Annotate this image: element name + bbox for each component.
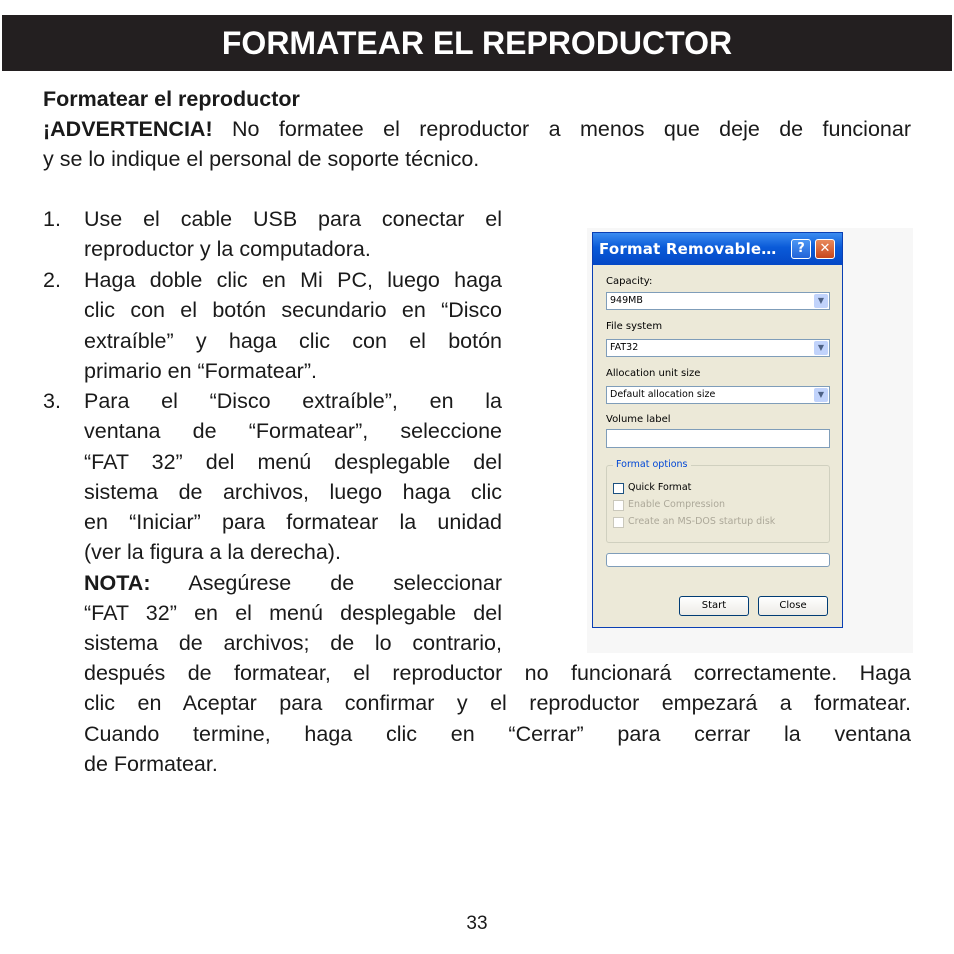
- filesystem-select[interactable]: [606, 339, 830, 357]
- text-line: de Formatear.: [84, 751, 218, 776]
- warning-line-2: y se lo indique el personal de soporte técnico.: [43, 147, 480, 172]
- filesystem-label: File system: [606, 321, 663, 332]
- chevron-down-icon[interactable]: ▼: [814, 388, 828, 402]
- text-line: extraíble” y haga clic con el botón: [84, 328, 502, 353]
- text-line: clic en Aceptar para confirmar y el reproductor empezará a formatear.: [84, 691, 911, 716]
- format-options-label: Format options: [613, 459, 691, 470]
- text-line: (ver la figura a la derecha).: [84, 540, 341, 565]
- capacity-value: 949MB: [610, 295, 643, 306]
- format-dialog: [592, 232, 843, 628]
- allocation-label: Allocation unit size: [606, 368, 701, 379]
- quick-format-label: Quick Format: [628, 482, 692, 493]
- step-number: 1.: [43, 207, 61, 231]
- quick-format-checkbox[interactable]: [613, 483, 624, 494]
- dialog-title: Format Removable…: [599, 240, 777, 258]
- allocation-select[interactable]: [606, 386, 830, 404]
- text-line: “FAT 32” del menú desplegable del: [84, 449, 502, 474]
- text-line: primario en “Formatear”.: [84, 358, 317, 383]
- titlebar-close-button[interactable]: [815, 239, 835, 259]
- page-header: FORMATEAR EL REPRODUCTOR: [2, 15, 952, 71]
- note-line-1: [84, 568, 502, 598]
- start-button[interactable]: Start: [679, 596, 749, 616]
- step-number: 3.: [43, 389, 61, 413]
- format-progress-bar: [606, 553, 830, 567]
- step-number: 2.: [43, 268, 61, 292]
- text-line: después de formatear, el reproductor no funcionará correctamente. Haga: [84, 661, 911, 685]
- text-line: ventana de “Formatear”, seleccione: [84, 419, 502, 444]
- warning-text: No formatee el reproductor a menos que deje de funcionar: [212, 117, 911, 141]
- allocation-value: Default allocation size: [610, 389, 716, 400]
- warning-line-1: [43, 114, 911, 144]
- text-line: clic con el botón secundario en “Disco: [84, 298, 502, 323]
- text-line: sistema de archivos; de lo contrario,: [84, 631, 502, 656]
- warning-paragraph: [43, 114, 911, 175]
- msdos-label: Create an MS-DOS startup disk: [628, 516, 776, 527]
- step-3-text: [84, 386, 502, 659]
- text-line: reproductor y la computadora.: [84, 237, 371, 262]
- text-line: Use el cable USB para conectar el: [84, 207, 502, 231]
- page-number: 33: [466, 913, 488, 934]
- volume-label: Volume label: [606, 414, 671, 425]
- capacity-label: Capacity:: [606, 276, 653, 287]
- chevron-down-icon[interactable]: ▼: [814, 294, 828, 308]
- warning-label: ¡ADVERTENCIA!: [43, 117, 213, 141]
- capacity-select[interactable]: [606, 292, 830, 310]
- msdos-checkbox: [613, 517, 624, 528]
- text-line: Cuando termine, haga clic en “Cerrar” para cerrar la ventana: [84, 721, 911, 746]
- close-button[interactable]: Close: [758, 596, 828, 616]
- filesystem-value: FAT32: [610, 342, 639, 353]
- compression-label: Enable Compression: [628, 499, 726, 510]
- compression-checkbox: [613, 500, 624, 511]
- close-icon: ✕: [819, 241, 831, 256]
- dialog-titlebar[interactable]: [593, 233, 842, 265]
- step-2-text: [84, 265, 502, 386]
- note-label: NOTA:: [84, 570, 151, 595]
- text-line: sistema de archivos, luego haga clic: [84, 479, 502, 504]
- text-line: “FAT 32” en el menú desplegable del: [84, 601, 502, 626]
- text-line: Haga doble clic en Mi PC, luego haga: [84, 268, 502, 292]
- text-line: Para el “Disco extraíble”, en la: [84, 389, 502, 413]
- section-subtitle: Formatear el reproductor: [43, 87, 300, 111]
- chevron-down-icon[interactable]: ▼: [814, 341, 828, 355]
- text-line: en “Iniciar” para formatear la unidad: [84, 510, 502, 535]
- volume-label-input[interactable]: [606, 429, 830, 448]
- help-button[interactable]: [791, 239, 811, 259]
- question-icon: ?: [797, 241, 805, 256]
- step-1-text: [84, 204, 502, 265]
- note-text: Asegúrese de seleccionar: [150, 570, 502, 595]
- note-continuation: [84, 658, 911, 779]
